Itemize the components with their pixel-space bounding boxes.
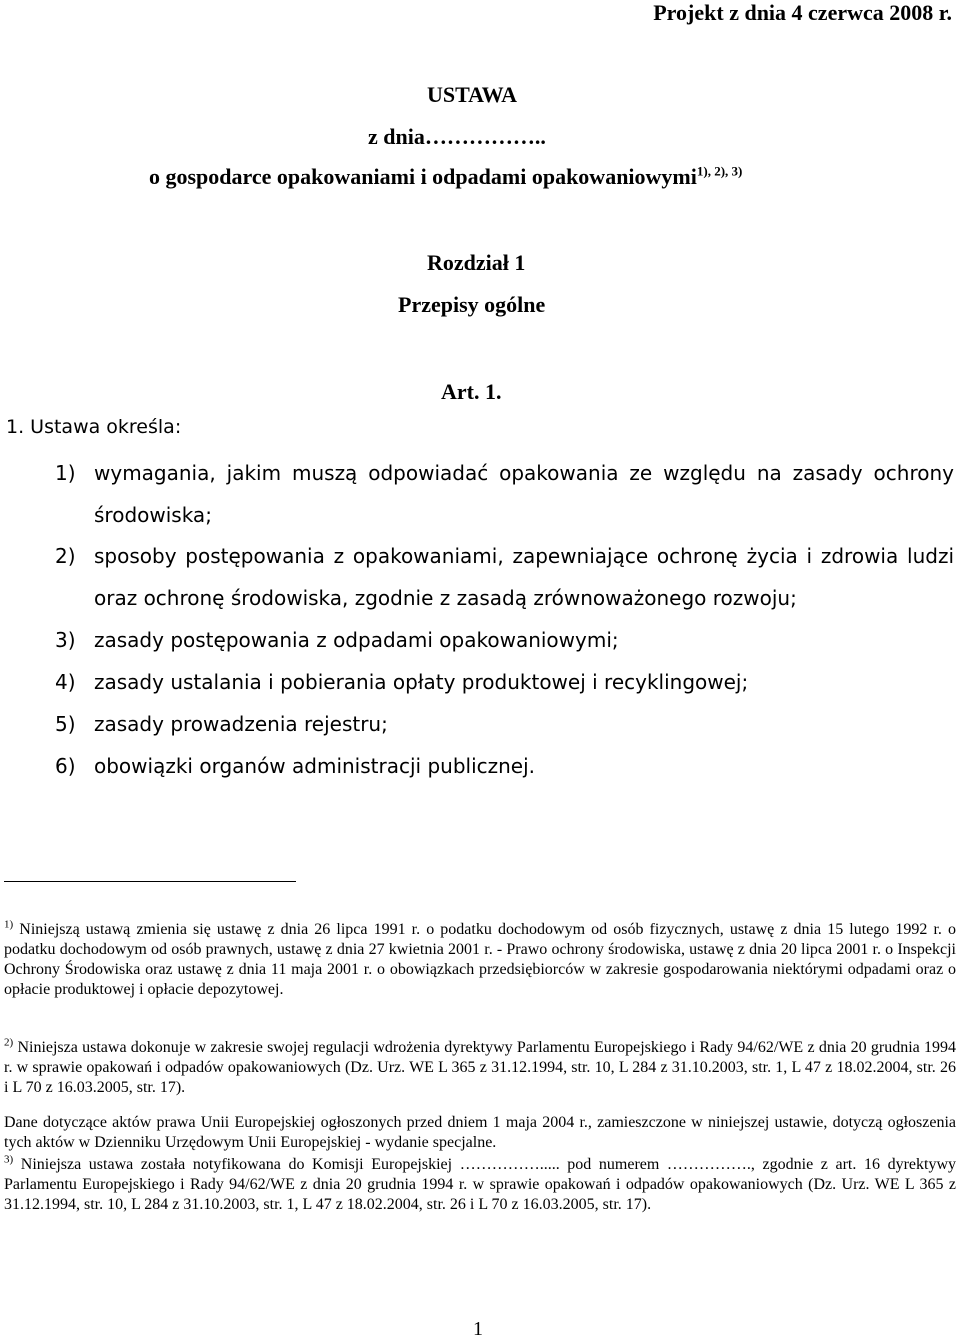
- article-heading: Art. 1.: [441, 379, 502, 404]
- footnote-1: [4, 920, 956, 1000]
- act-title: [149, 164, 742, 190]
- item-2-line2: oraz ochronę środowiska, zgodnie z zasadą zrównoważonego rozwoju;: [94, 586, 797, 610]
- chapter-number: Rozdział 1: [427, 250, 526, 275]
- item-1-line2: środowiska;: [94, 503, 212, 527]
- item-6-text: obowiązki organów administracji publicznej.: [94, 754, 536, 778]
- footnote-2-text: Niniejsza ustawa dokonuje w zakresie swojej regulacji wdrożenia dyrektywy Parlamentu Europejskiego i Rady 94/62/WE z dnia 20 grudnia 1994 r. w sprawie opakowań i odpadów opakowaniowych (Dz. Urz. WE L 365 z 31.12.1994, str. 10, L 284 z 31.10.2003, str. 1, L 47 z 18.02.2004, str. 26 i L 70 z 16.03.2005, str. 17).: [4, 1039, 957, 1096]
- footnote-1-mark: 1): [4, 918, 14, 931]
- footnote-2: [4, 1038, 956, 1098]
- item-1-number: 1): [55, 461, 76, 485]
- footnote-2-extra: Dane dotyczące aktów prawa Unii Europejskiej ogłoszonych przed dniem 1 maja 2004 r., zamieszczone w niniejszej ustawie, dotyczą ogłoszenia tych aktów w Dzienniku Urzędowym Unii Europejskiej - wydanie specjalne.: [4, 1114, 956, 1151]
- footnote-3-text: Niniejsza ustawa została notyfikowana do Komisji Europejskiej ……………..... pod numerem ……………., zgodnie z art. 16 dyrektywy Parlamentu Europejskiego i Rady 94/62/WE z dnia 20 grudnia 1994 r. w sprawie opakowań i odpadów opakowaniowych (Dz. Urz. WE L 365 z 31.12.1994, str. 10, L 284 z 31.10.2003, str. 1, L 47 z 18.02.2004, str. 26 i L 70 z 16.03.2005, str. 17).: [4, 1156, 957, 1213]
- act-date: z dnia……………..: [368, 124, 546, 149]
- item-1-line1: wymagania, jakim muszą odpowiadać opakowania ze względu na zasady ochrony: [94, 461, 954, 485]
- footnote-3: [4, 1155, 956, 1215]
- item-3-number: 3): [55, 628, 76, 652]
- item-6-number: 6): [55, 754, 76, 778]
- item-5-number: 5): [55, 712, 76, 736]
- article-paragraph: 1. Ustawa określa:: [6, 416, 182, 438]
- chapter-title: Przepisy ogólne: [398, 292, 546, 317]
- page-number: 1: [473, 1318, 483, 1340]
- footnote-2-mark: 2): [4, 1036, 14, 1049]
- project-date: Projekt z dnia 4 czerwca 2008 r.: [653, 0, 952, 25]
- footnote-separator: [4, 881, 296, 882]
- act-title-text: o gospodarce opakowaniami i odpadami opakowaniowymi: [149, 164, 697, 189]
- item-2-line1: sposoby postępowania z opakowaniami, zapewniające ochronę życia i zdrowia ludzi: [94, 544, 954, 568]
- item-4-number: 4): [55, 670, 76, 694]
- act-title-footnote-refs: 1), 2), 3): [696, 163, 743, 179]
- item-2-number: 2): [55, 544, 76, 568]
- item-3-text: zasady postępowania z odpadami opakowaniowymi;: [94, 628, 619, 652]
- footnote-3-mark: 3): [4, 1153, 14, 1166]
- act-type: USTAWA: [427, 82, 518, 107]
- footnote-1-text: Niniejszą ustawą zmienia się ustawę z dnia 26 lipca 1991 r. o podatku dochodowym od osób fizycznych, ustawę z dnia 15 lutego 1992 r. o podatku dochodowym od osób prawnych, ustawę z dnia 27 kwietnia 2001 r. - Prawo ochrony środowiska, ustawę z dnia 20 lipca 2001 r. o Inspekcji Ochrony Środowiska oraz ustawę z dnia 11 maja 2001 r. o obowiązkach przedsiębiorców w zakresie gospodarowania niektórymi odpadami oraz o opłacie produktowej i opłacie depozytowej.: [4, 921, 957, 998]
- item-5-text: zasady prowadzenia rejestru;: [94, 712, 388, 736]
- item-4-text: zasady ustalania i pobierania opłaty produktowej i recyklingowej;: [94, 670, 749, 694]
